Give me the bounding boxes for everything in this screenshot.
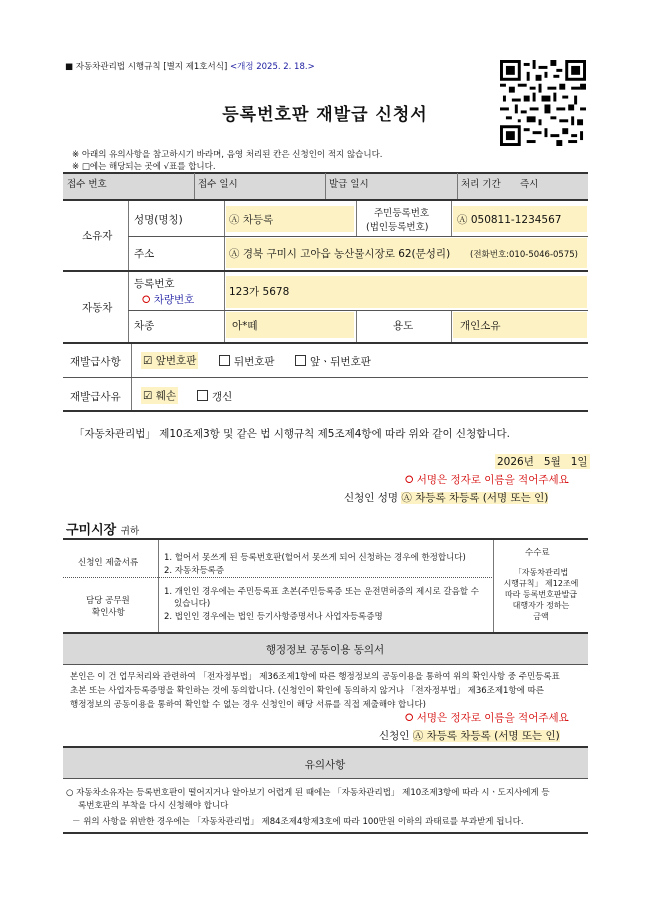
- reissue-items-label: 재발급사항: [70, 356, 121, 368]
- official-doc-1b: 있습니다): [174, 599, 211, 609]
- owner-address-label: 주소: [134, 248, 155, 260]
- note-shaded: ※ 아래의 유의사항을 참고하시기 바라며, 음영 처리된 칸은 신청인이 적지 않습니다.: [72, 150, 383, 160]
- application-statement: 「자동차관리법」 제10조제3항 및 같은 법 시행규칙 제5조제4항에 따라 위와 같이 신청합니다.: [74, 428, 510, 440]
- owner-id-value[interactable]: Ⓐ 050811-1234567: [457, 214, 562, 226]
- applicant-signature[interactable]: 신청인 성명 Ⓐ 차등록 차등록 (서명 또는 인): [344, 492, 549, 504]
- official-doc-1: 1. 개인인 경우에는 주민등록표 초본(주민등록증 또는 운전면허증의 제시로 갈음할 수: [164, 587, 479, 597]
- signature-warning: ⭘ 서명은 정자로 이름을 적어주세요: [405, 474, 569, 486]
- vehicle-plate-label-wrap: [142, 292, 194, 307]
- issue-date-label: 발급 일시: [329, 179, 369, 190]
- official-check-label-2: 확인사항: [92, 608, 125, 618]
- notes-line-1: ○ 자동차소유자는 등록번호판이 떨어지거나 알아보기 어렵게 된 때에는 「자동차관리법」 제10조제3항에 따라 시ㆍ도지사에게 등: [66, 788, 550, 798]
- consent-signature-warning: ⭘ 서명은 정자로 이름을 적어주세요: [405, 712, 569, 724]
- notes-title: 유의사항: [304, 759, 346, 771]
- owner-phone: (전화번호:010-5046-0575): [470, 250, 578, 260]
- consent-line-2: 초본 또는 사업자등록증명을 확인하는 것에 동의합니다. (신청인이 확인에 동의하지 않거나 「전자정부법」 제36조제1항에 따른: [70, 686, 545, 696]
- option-front-plate[interactable]: ☑ 앞번호판: [141, 352, 198, 369]
- receipt-date-label: 접수 일시: [198, 179, 238, 190]
- option-both-plates[interactable]: 앞ㆍ뒤번호판: [295, 354, 371, 369]
- owner-section-label: 소유자: [82, 230, 113, 242]
- application-date[interactable]: 2026년 5월 1일: [497, 456, 588, 468]
- law-reference: ■ 자동차관리법 시행규칙 [별지 제1호서식] <개정 2025. 2. 18.>: [65, 62, 315, 72]
- vehicle-use-label: 용도: [393, 320, 414, 332]
- owner-address-value[interactable]: Ⓐ 경북 구미시 고아읍 농산물시장로 62(문성리): [229, 248, 451, 260]
- applicant-docs-label: 신청인 제출서류: [78, 558, 139, 568]
- consent-line-3: 행정정보의 공동이용을 통하여 확인할 수 없는 경우 신청인이 해당 서류를 직접 제출해야 합니다): [70, 700, 426, 710]
- consent-title: 행정정보 공동이용 동의서: [265, 644, 385, 656]
- vehicle-plate-label: 차량번호: [153, 294, 195, 306]
- official-doc-2: 2. 법인인 경우에는 법인 등기사항증명서나 사업자등록증명: [164, 612, 383, 622]
- fee-label: 수수료: [525, 548, 550, 558]
- vehicle-type-value[interactable]: 아*떼: [232, 320, 258, 332]
- notes-line-3: － 위의 사항을 위반한 경우에는 「자동차관리법」 제84조제4항제3호에 따라 100만원 이하의 과태료를 부과받게 됩니다.: [72, 817, 524, 827]
- applicant-doc-1: 1. 헐어서 못쓰게 된 등록번호판(헐어서 못쓰게 되어 신청하는 경우에 한정합니다): [164, 553, 466, 563]
- owner-name-label: 성명(명칭): [134, 214, 183, 226]
- reason-renewal[interactable]: 갱신: [197, 389, 232, 404]
- owner-name-value[interactable]: Ⓐ 차등록: [229, 214, 274, 226]
- vehicle-section-label: 자동차: [82, 302, 113, 314]
- page-title: 등록번호판 재발급 신청서: [222, 105, 428, 125]
- applicant-doc-2: 2. 자동차등록증: [164, 566, 225, 576]
- processing-period-value: 즉시: [520, 179, 539, 190]
- vehicle-type-label: 차종: [134, 320, 155, 332]
- addressee: 구미시장 귀하: [66, 523, 140, 538]
- option-rear-plate[interactable]: 뒤번호판: [219, 354, 275, 369]
- vehicle-use-value[interactable]: 개인소유: [460, 320, 501, 332]
- fee-text: 「자동차관리법 시행규칙」 제12조에 따라 등록번호판발급 대행자가 정하는 금액: [503, 568, 579, 621]
- reason-damage[interactable]: ☑ 훼손: [141, 387, 178, 404]
- plate-bullet-icon: ⭘: [142, 294, 151, 306]
- consent-line-1: 본인은 이 건 업무처리와 관련하여 「전자정부법」 제36조제1항에 따른 행정정보의 공동이용을 통하여 위의 확인사항 중 주민등록표: [70, 672, 560, 682]
- processing-period-label: 처리 기간: [461, 179, 501, 190]
- note-checkbox: ※ □에는 해당되는 곳에 √표를 합니다.: [72, 162, 216, 172]
- vehicle-reg-label: 등록번호: [134, 278, 175, 290]
- vehicle-reg-value[interactable]: 123가 5678: [229, 286, 290, 298]
- reissue-reason-label: 재발급사유: [70, 391, 121, 403]
- official-check-label: 담당 공무원: [86, 596, 130, 606]
- owner-id-label-corp: (법인등록번호): [366, 222, 429, 233]
- receipt-number-label: 접수 번호: [67, 179, 107, 190]
- consent-signature[interactable]: 신청인 Ⓐ 차등록 차등록 (서명 또는 인): [379, 730, 560, 742]
- owner-id-label: 주민등록번호: [374, 208, 430, 219]
- notes-line-2: 록번호판의 부착을 다시 신청해야 합니다: [78, 801, 229, 811]
